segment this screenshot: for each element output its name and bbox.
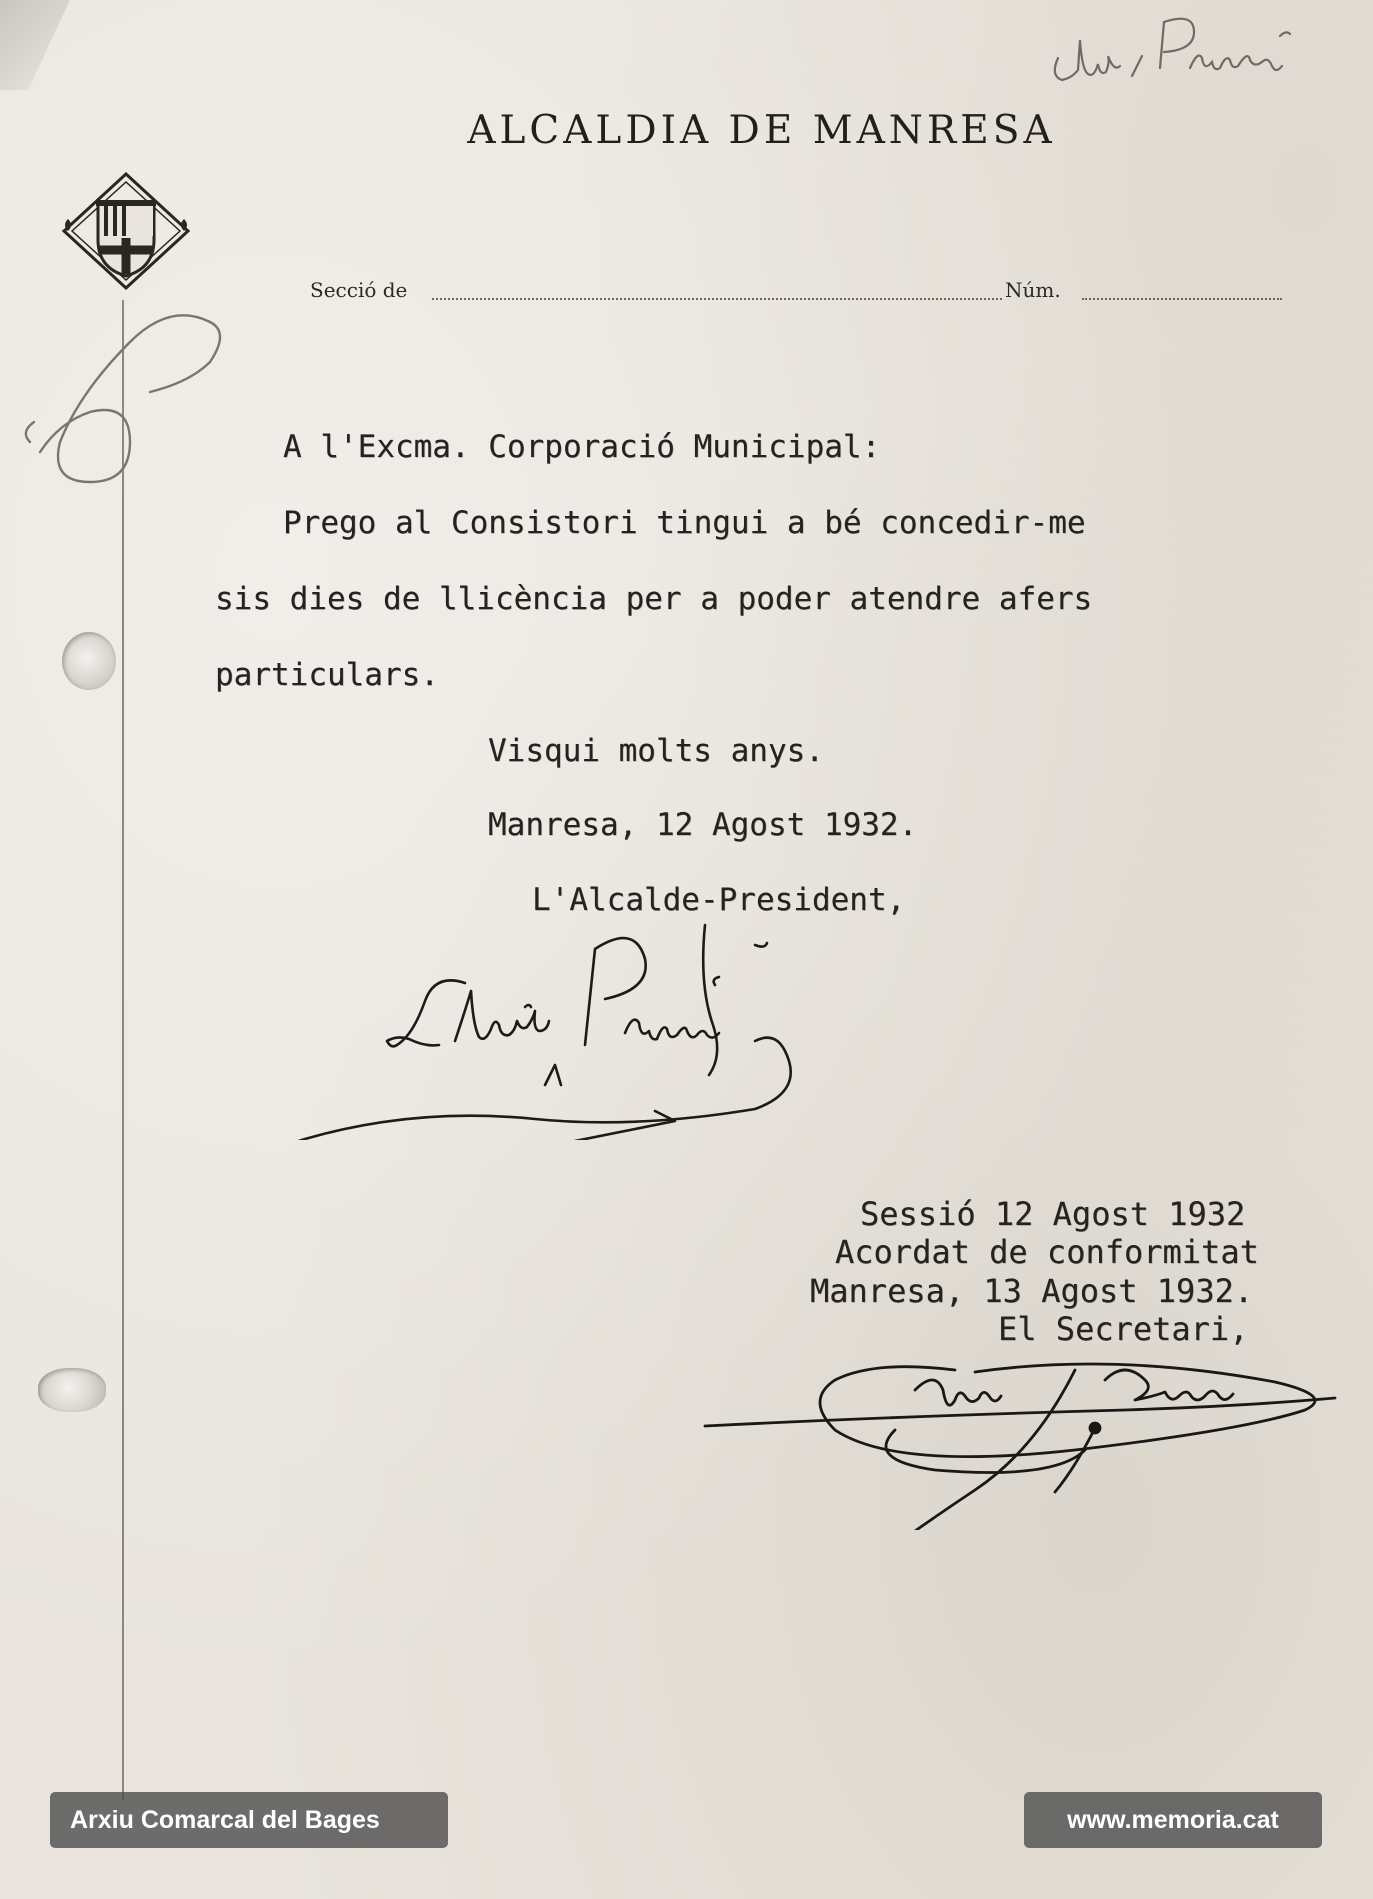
pencil-name-annotation	[1040, 8, 1340, 103]
resolution-place-date: Manresa, 13 Agost 1932.	[810, 1272, 1254, 1310]
margin-rule	[122, 300, 124, 1800]
number-label: Núm.	[1005, 278, 1061, 302]
resolution-session: Sessió 12 Agost 1932	[860, 1195, 1246, 1233]
letter-closing: Visqui molts anys.	[488, 733, 824, 769]
punch-hole-lower	[38, 1368, 106, 1412]
letter-salutation: A l'Excma. Corporació Municipal:	[283, 429, 881, 465]
coat-of-arms-icon	[60, 172, 192, 290]
letter-signatory-title: L'Alcalde-President,	[532, 882, 906, 918]
letter-body-line-3: particulars.	[215, 657, 439, 693]
resolution-secretary-title: El Secretari,	[998, 1310, 1249, 1348]
torn-corner	[0, 0, 70, 90]
letter-body-line-1: Prego al Consistori tingui a bé concedir-me	[283, 505, 1086, 541]
section-field-line	[432, 298, 1002, 300]
mayor-signature	[285, 915, 965, 1140]
punch-hole-upper	[62, 632, 116, 690]
section-label: Secció de	[310, 278, 408, 302]
section-number-row	[310, 278, 1282, 306]
resolution-agreement: Acordat de conformitat	[835, 1233, 1259, 1271]
letterhead-title: ALCALDIA DE MANRESA	[467, 108, 1056, 153]
letter-body-line-2: sis dies de llicència per a poder atendre afers	[215, 581, 1093, 617]
archive-badge: Arxiu Comarcal del Bages	[50, 1792, 448, 1848]
secretary-signature	[695, 1330, 1370, 1530]
number-field-line	[1082, 298, 1282, 300]
website-badge[interactable]: www.memoria.cat	[1024, 1792, 1322, 1848]
letter-place-date: Manresa, 12 Agost 1932.	[488, 807, 918, 843]
margin-number-annotation	[10, 300, 240, 490]
